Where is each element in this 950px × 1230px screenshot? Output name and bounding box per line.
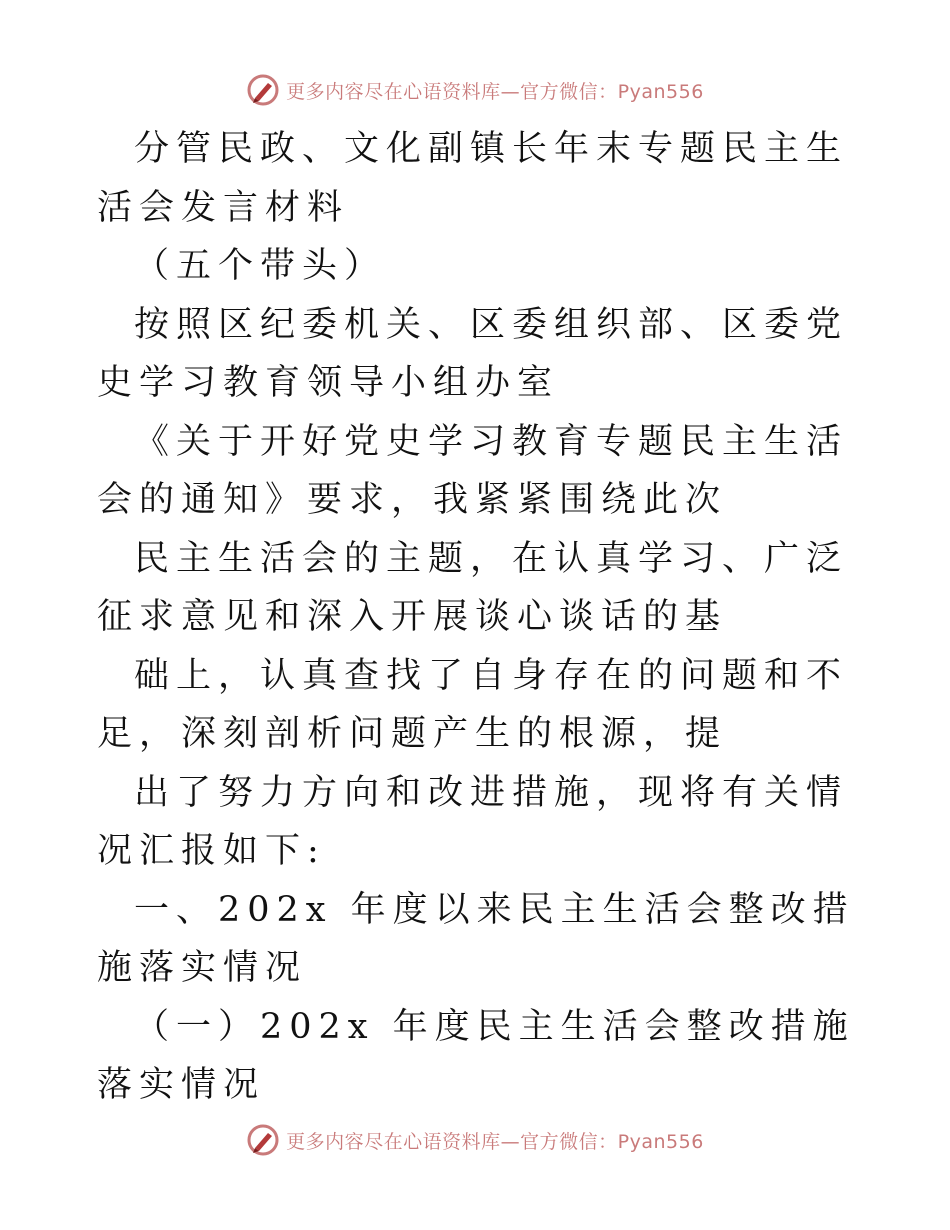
paragraph-4: 础上，认真查找了自身存在的问题和不足，深刻剖析问题产生的根源，提 (97, 655, 849, 754)
paragraph-3: 民主生活会的主题，在认真学习、广泛征求意见和深入开展谈心谈话的基 (97, 538, 849, 637)
footer-banner-text: 更多内容尽在心语资料库—官方微信：Pyan556 (286, 1130, 704, 1153)
paragraph-2: 《关于开好党史学习教育专题民主生活会的通知》要求，我紧紧围绕此次 (97, 421, 849, 520)
footer-banner (0, 1120, 950, 1160)
pen-logo-icon (246, 1123, 280, 1157)
section-heading-1: 一、202x 年度以来民主生活会整改措施落实情况 (97, 889, 855, 988)
document-title: 分管民政、文化副镇长年末专题民主生活会发言材料 (97, 129, 849, 228)
document-subtitle: （五个带头） (134, 246, 387, 286)
paragraph-1: 按照区纪委机关、区委组织部、区委党史学习教育领导小组办室 (97, 304, 849, 403)
pen-logo-icon (246, 73, 280, 107)
header-banner-text: 更多内容尽在心语资料库—官方微信：Pyan556 (286, 80, 704, 103)
paragraph-5: 出了努力方向和改进措施，现将有关情况汇报如下: (97, 772, 849, 871)
document-body (97, 120, 857, 1115)
subsection-heading-1: （一）202x 年度民主生活会整改措施落实情况 (97, 1006, 855, 1105)
header-banner (0, 70, 950, 110)
